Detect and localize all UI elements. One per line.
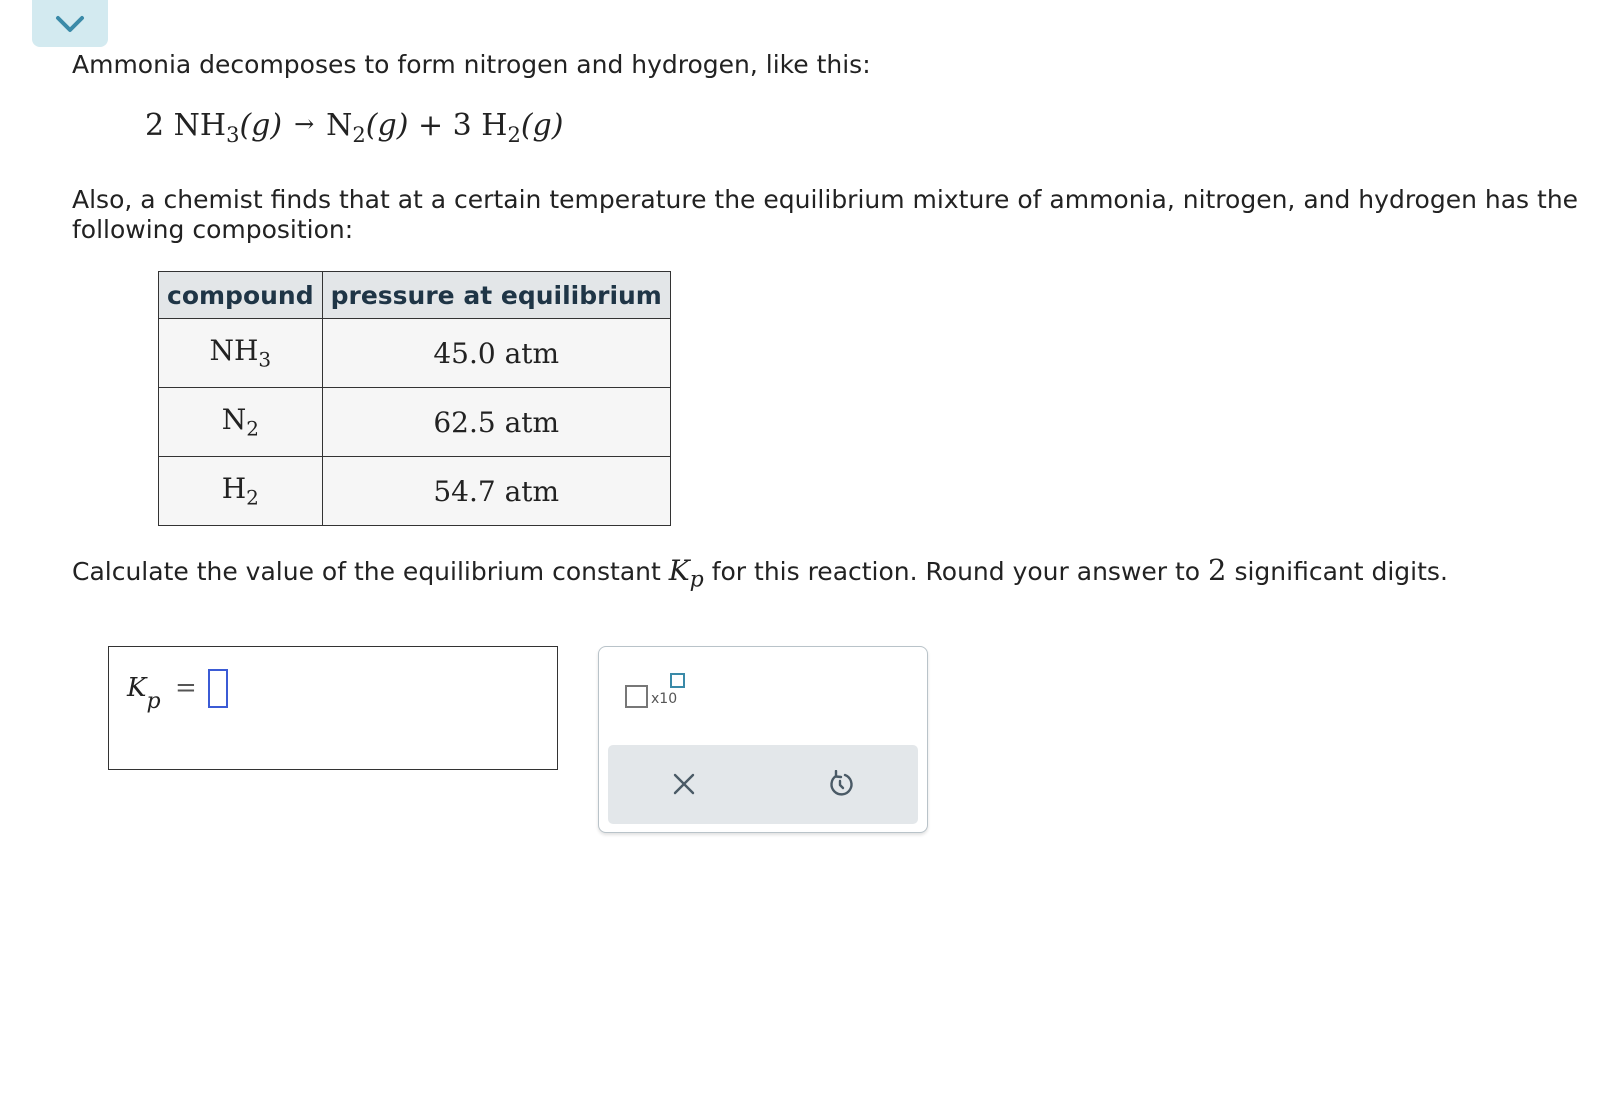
undo-icon bbox=[827, 770, 855, 798]
chemical-equation bbox=[145, 108, 563, 147]
question-text: Calculate the value of the equilibrium constant $K_p$ for this reaction. Round your answer to 2 significant digits. bbox=[72, 553, 1448, 593]
clear-button[interactable] bbox=[664, 764, 704, 804]
product-h2-state: (g) bbox=[520, 108, 564, 143]
pressure-cell: 54.7 atm bbox=[322, 457, 670, 526]
table-row bbox=[159, 319, 671, 388]
x10-label: x10 bbox=[651, 691, 678, 707]
composition-table bbox=[158, 271, 671, 526]
product-n2-formula: $N_2$ bbox=[326, 108, 366, 147]
reactant-state: (g) bbox=[239, 108, 283, 143]
math-tool-panel bbox=[598, 646, 928, 833]
problem-intro: Ammonia decomposes to form nitrogen and hydrogen, like this: bbox=[72, 50, 871, 79]
collapse-toggle-button[interactable] bbox=[32, 0, 108, 47]
table-row bbox=[159, 388, 671, 457]
pressure-cell: 62.5 atm bbox=[322, 388, 670, 457]
exponent-box-icon bbox=[670, 673, 685, 688]
compound-cell: $NH_3$ bbox=[159, 319, 323, 388]
column-header-pressure: pressure at equilibrium bbox=[322, 272, 670, 319]
answer-kp-label: $K_p$ bbox=[127, 673, 161, 715]
compound-cell: $N_2$ bbox=[159, 388, 323, 457]
plus-sign: + bbox=[417, 108, 444, 143]
kp-symbol: $K_p$ bbox=[668, 554, 704, 593]
reaction-arrow: → bbox=[294, 110, 315, 138]
table-header-row bbox=[159, 272, 671, 319]
reactant-formula: $NH_3$ bbox=[173, 108, 240, 147]
product-n2-state: (g) bbox=[365, 108, 409, 143]
table-row bbox=[159, 457, 671, 526]
compound-cell: $H_2$ bbox=[159, 457, 323, 526]
undo-button[interactable] bbox=[821, 764, 861, 804]
equals-sign: = bbox=[175, 673, 197, 703]
significant-digits-count: 2 bbox=[1208, 553, 1227, 587]
scientific-notation-button[interactable] bbox=[625, 673, 689, 713]
column-header-compound: compound bbox=[159, 272, 323, 319]
reactant-coefficient: 2 bbox=[145, 108, 165, 143]
action-bar bbox=[608, 745, 918, 824]
answer-area bbox=[108, 646, 558, 770]
product-h2-formula: $H_2$ bbox=[481, 108, 521, 147]
chevron-down-icon bbox=[55, 15, 85, 33]
close-icon bbox=[672, 772, 696, 796]
product-h2-coefficient: 3 bbox=[452, 108, 472, 143]
scientific-notation-icon bbox=[625, 685, 648, 708]
pressure-cell: 45.0 atm bbox=[322, 319, 670, 388]
composition-paragraph: Also, a chemist finds that at a certain temperature the equilibrium mixture of ammonia, nitrogen, and hydrogen has the following composition: bbox=[72, 185, 1579, 244]
answer-input[interactable] bbox=[208, 669, 228, 708]
